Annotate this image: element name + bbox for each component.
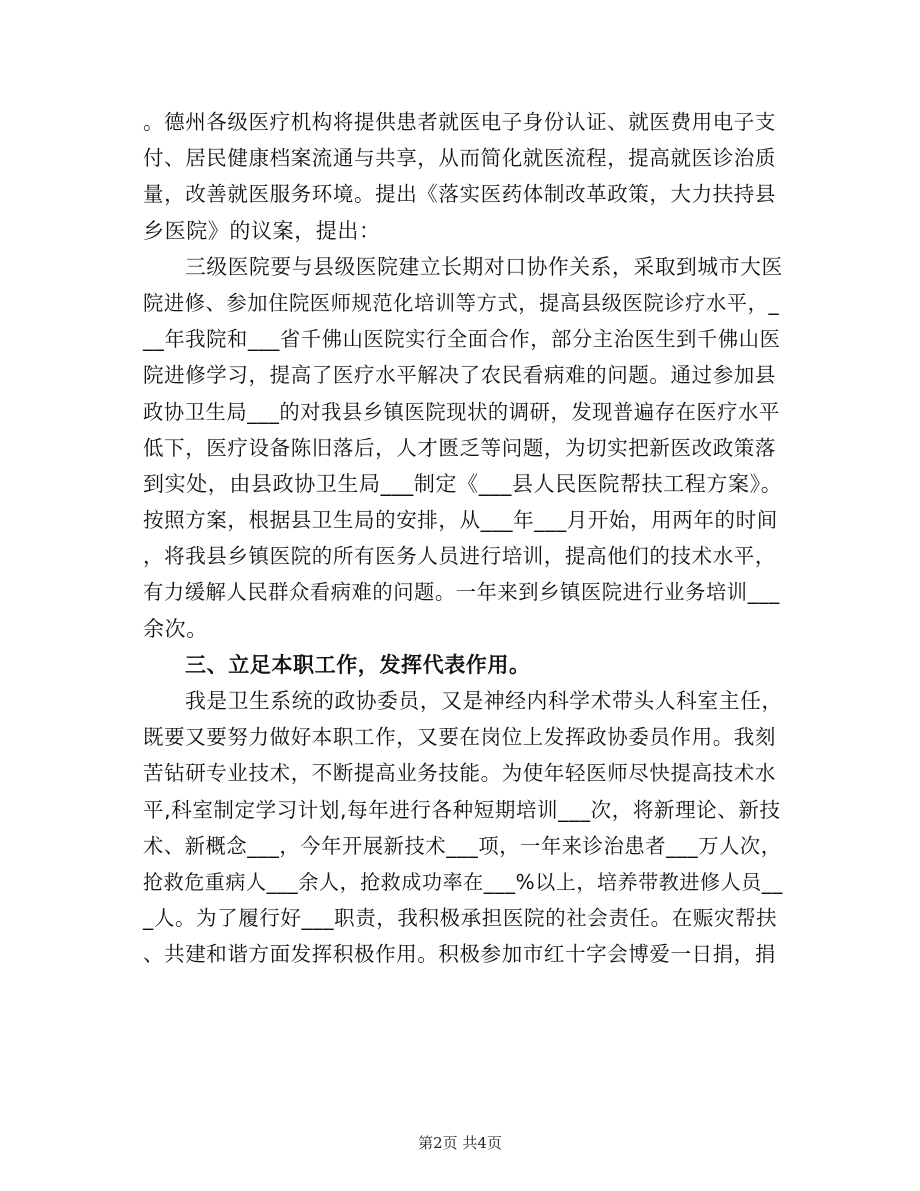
section-heading: 三、立足本职工作，发挥代表作用。 xyxy=(185,652,531,677)
text-line: 、共建和谐方面发挥积极作用。积极参加市红十字会博爱一日捐，捐 xyxy=(143,942,776,967)
text-line: 乡医院》的议案，提出： xyxy=(143,218,381,243)
text-line: 余次。 xyxy=(143,616,208,641)
text-line: 既要又要努力做好本职工作，又要在岗位上发挥政协委员作用。我刻 xyxy=(143,725,776,750)
page-footer: 第2页 共4页 xyxy=(418,1134,502,1152)
text-line: 低下，医疗设备陈旧落后，人才匮乏等问题，为切实把新医改政策落 xyxy=(143,435,776,460)
text-line: 量，改善就医服务环境。提出《落实医药体制改革政策，大力扶持县 xyxy=(143,182,776,207)
text-line: 按照方案，根据县卫生局的安排，从___年___月开始，用两年的时间 xyxy=(143,508,778,533)
text-line: 抢救危重病人___余人，抢救成功率在___%以上，培养带教进修人员__ xyxy=(143,869,784,894)
text-line: 有力缓解人民群众看病难的问题。一年来到乡镇医院进行业务培训___ xyxy=(143,580,780,605)
text-line: 院进修学习，提高了医疗水平解决了农民看病难的问题。通过参加县 xyxy=(143,363,776,388)
text-line: _人。为了履行好___职责，我积极承担医院的社会责任。在赈灾帮扶 xyxy=(143,906,778,931)
text-line: 三级医院要与县级医院建立长期对口协作关系，采取到城市大医 xyxy=(185,254,783,279)
text-line: 苦钻研专业技术，不断提高业务技能。为使年轻医师尽快提高技术水 xyxy=(143,761,776,786)
text-line: 术、新概念___，今年开展新技术___项，一年来诊治患者___万人次， xyxy=(143,833,782,858)
text-line: 院进修、参加住院医师规范化培训等方式，提高县级医院诊疗水平，_ xyxy=(143,290,780,315)
text-line: __年我院和___省千佛山医院实行全面合作，部分主治医生到千佛山医 xyxy=(143,327,781,352)
text-line: 政协卫生局___的对我县乡镇医院现状的调研，发现普遍存在医疗水平 xyxy=(143,399,780,424)
text-line: ，将我县乡镇医院的所有医务人员进行培训，提高他们的技术水平， xyxy=(143,544,776,569)
text-line: 到实处，由县政协卫生局___制定《___县人民医院帮扶工程方案》。 xyxy=(143,471,783,496)
text-line: 我是卫生系统的政协委员，又是神经内科学术带头人科室主任， xyxy=(185,689,783,713)
text-line: 。德州各级医疗机构将提供患者就医电子身份认证、就医费用电子支 xyxy=(143,110,776,134)
text-line: 付、居民健康档案流通与共享，从而简化就医流程，提高就医诊治质 xyxy=(143,146,776,171)
text-line: 平,科室制定学习计划,每年进行各种短期培训___次，将新理论、新技 xyxy=(143,797,781,822)
document-body xyxy=(143,104,783,973)
